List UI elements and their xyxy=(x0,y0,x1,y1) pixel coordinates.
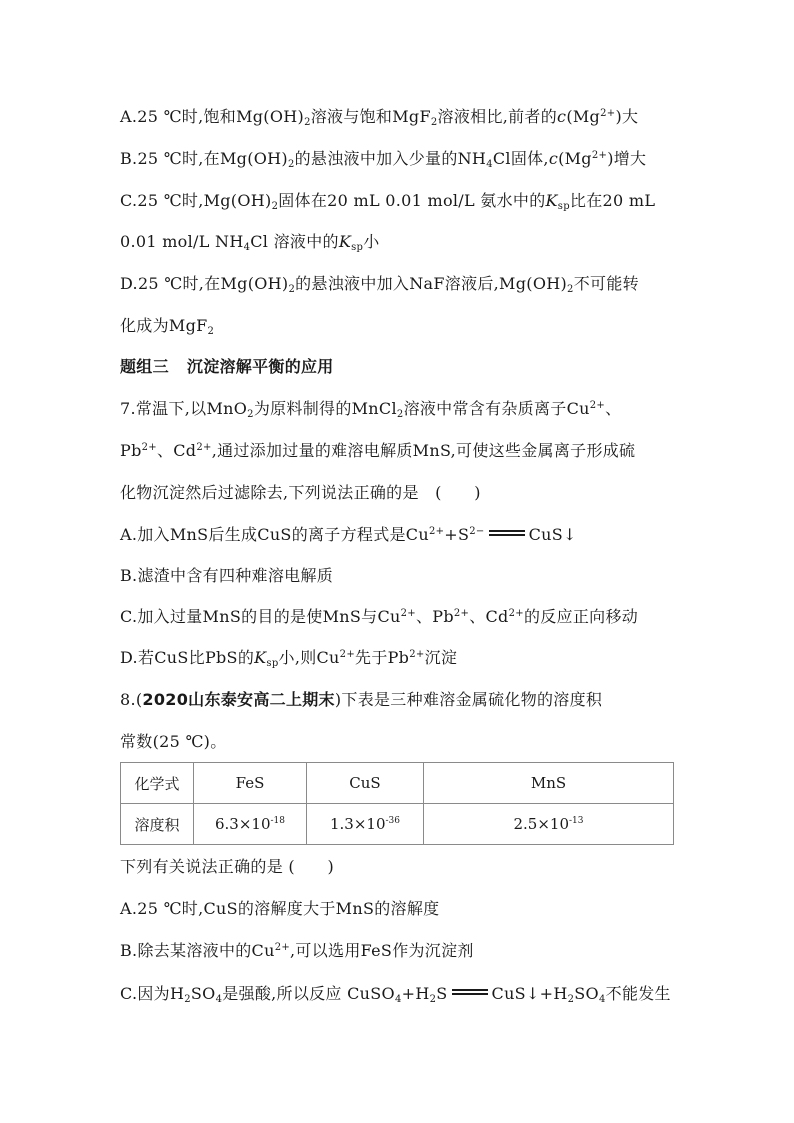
q8-stem-line1: 8.(2020山东泰安高二上期末)下表是三种难溶金属硫化物的溶度积 xyxy=(120,690,603,709)
q7-option-c: C.加入过量MnS的目的是使MnS与$Cu^{2+}$、$Pb^{2+}$、$Cd^{2+}$的反应正向移动 xyxy=(120,607,639,626)
q8-option-b: B.除去某溶液中的$Cu^{2+}$,可以选用FeS作为沉淀剂 xyxy=(120,941,474,960)
table-cell: $6.3\times 10^{-18}$ xyxy=(194,804,307,845)
q7-option-b: B.滤渣中含有四种难溶电解质 xyxy=(120,566,334,585)
q7-stem-line2: $Pb^{2+}$、$Cd^{2+}$,通过添加过量的难溶电解质MnS,可使这些金属离子形成硫 xyxy=(120,441,636,460)
q7-stem-line1: 7.常温下,以MnO$_2$为原料制得的MnCl$_2$溶液中常含有杂质离子$Cu^{2+}$、 xyxy=(120,399,622,420)
q6-option-b: B.25 ℃时,在$Mg(OH)_2$的悬浊液中加入少量的$NH_4Cl$固体$,c(Mg^{2+})$增大 xyxy=(120,149,647,170)
q7-option-d: D.若CuS比PbS的$K_{sp}$小,则$Cu^{2+}$先于$Pb^{2+}$沉淀 xyxy=(120,648,458,669)
table-cell: $2.5\times 10^{-13}$ xyxy=(424,804,674,845)
ksp-table xyxy=(120,762,674,845)
q6-option-c-line2: 0.01 mol/L $NH_4Cl$ 溶液中的$K_{sp}$小 xyxy=(120,232,380,253)
q8-prompt: 下列有关说法正确的是 ( ) xyxy=(120,857,335,876)
q8-source: 2020山东泰安高二上期末 xyxy=(142,690,335,709)
q8-option-a: A.25 ℃时,CuS的溶解度大于MnS的溶解度 xyxy=(120,899,440,918)
q8-stem-line2: 常数(25 ℃)。 xyxy=(120,732,227,751)
equals-double-line xyxy=(452,987,488,997)
table-header-cell: MnS xyxy=(424,763,674,804)
table-row-label: 溶度积 xyxy=(121,804,194,845)
q6-option-d-line2: 化成为MgF$_2$ xyxy=(120,316,215,337)
table-header-row xyxy=(121,763,674,804)
q7-option-a: A.加入MnS后生成CuS的离子方程式是$Cu^{2+}+S^{2-}$ CuS↓ xyxy=(120,525,577,544)
q6-option-c-line1: C.25 ℃时$,Mg(OH)_2$固体在20 mL 0.01 mol/L 氨水中的$K_{sp}$比在20 mL xyxy=(120,191,656,212)
section-label: 题组三 xyxy=(120,357,169,376)
table-row xyxy=(121,804,674,845)
q8-option-c: C.因为$H_2SO_4$是强酸,所以反应 $CuSO_4+H_2S$ $CuS↓+H_2SO_4$不能发生 xyxy=(120,984,671,1005)
table-cell: $1.3\times 10^{-36}$ xyxy=(307,804,424,845)
section-heading xyxy=(120,356,680,378)
equals-double-line xyxy=(489,528,525,538)
table-header-cell: CuS xyxy=(307,763,424,804)
q7-stem-line3: 化物沉淀然后过滤除去,下列说法正确的是 ( ) xyxy=(120,483,481,502)
q6-option-d-line1: D.25 ℃时,在$Mg(OH)_2$的悬浊液中加入NaF溶液后$,Mg(OH)_2$不可能转 xyxy=(120,274,639,295)
table-header-cell: 化学式 xyxy=(121,763,194,804)
section-title: 沉淀溶解平衡的应用 xyxy=(186,357,334,376)
table-header-cell: FeS xyxy=(194,763,307,804)
q6-option-a: A.25 ℃时,饱和$Mg(OH)_2$溶液与饱和MgF$_2$溶液相比,前者的$c(Mg^{2+})$大 xyxy=(120,107,639,128)
